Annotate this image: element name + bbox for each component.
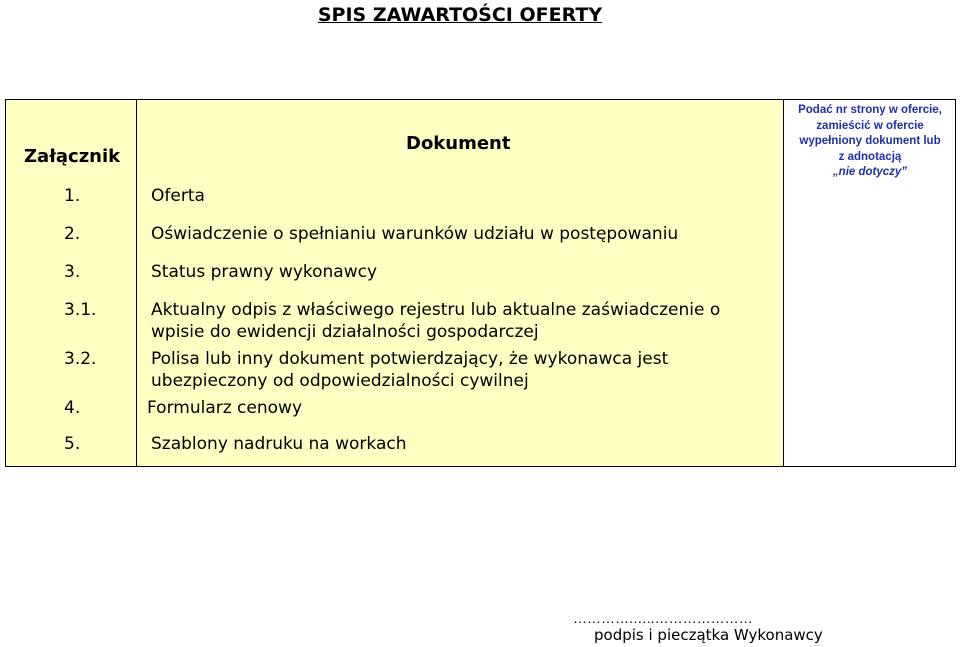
row-document-text: Oferta	[151, 186, 205, 206]
row-number: 4.	[64, 398, 81, 418]
row-number: 3.2.	[64, 349, 97, 369]
header-document: Dokument	[406, 133, 511, 154]
row-document-text: Polisa lub inny dokument potwierdzający, że wykonawca jest	[151, 349, 669, 369]
row-number: 2.	[64, 224, 81, 244]
row-number: 3.	[64, 262, 81, 282]
header-attachment: Załącznik	[24, 146, 121, 167]
row-document-text: wpisie do ewidencji działalności gospodarczej	[151, 322, 539, 342]
contents-table	[5, 99, 956, 467]
header-page-note-line: wypełniony dokument lub	[799, 135, 941, 147]
header-page-note-line: Podać nr strony w ofercie,	[798, 104, 942, 116]
header-page-note-line: zamieścić w ofercie	[816, 119, 924, 132]
row-document-text: Szablony nadruku na workach	[151, 434, 407, 454]
header-page-note	[785, 103, 955, 181]
row-document-text: Formularz cenowy	[147, 398, 303, 418]
signature-line: ………….…..…………………	[573, 610, 753, 626]
header-page-note-line: z adnotacją	[838, 150, 902, 163]
row-document-text: ubezpieczony od odpowiedzialności cywilnej	[151, 371, 529, 391]
row-number: 3.1.	[64, 300, 97, 320]
row-number: 1.	[64, 186, 81, 206]
signature-label: podpis i pieczątka Wykonawcy	[594, 626, 823, 644]
row-number: 5.	[64, 434, 81, 454]
row-document-text: Oświadczenie o spełnianiu warunków udziału w postępowaniu	[151, 224, 679, 244]
row-document-text: Aktualny odpis z właściwego rejestru lub aktualne zaświadczenie o	[151, 300, 721, 320]
header-page-note-line: „nie dotyczy”	[832, 166, 908, 178]
document-title: SPIS ZAWARTOŚCI OFERTY	[317, 4, 603, 26]
row-document-text: Status prawny wykonawcy	[151, 262, 378, 282]
